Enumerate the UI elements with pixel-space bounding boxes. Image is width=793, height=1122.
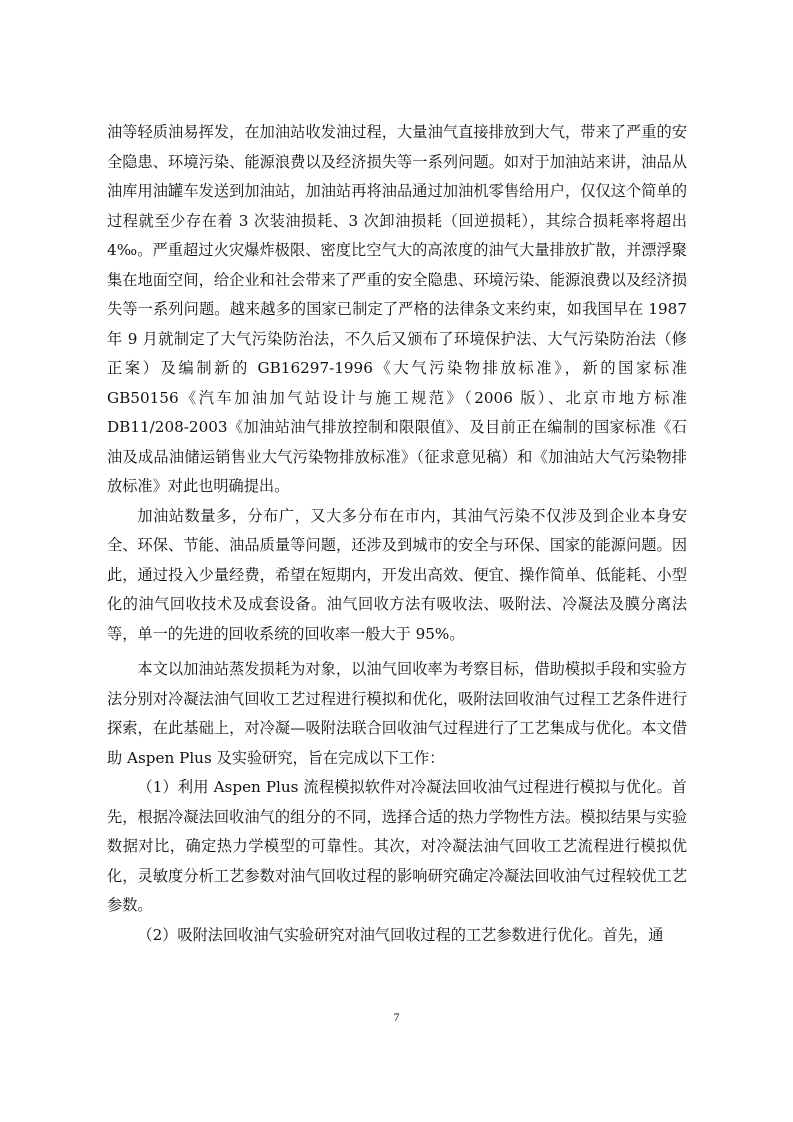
page-number: 7 [393, 1010, 400, 1024]
paragraph: 加油站数量多，分布广，又大多分布在市内，其油气污染不仅涉及到企业本身安全、环保、节能、油品质量等问题，还涉及到城市的安全与环保、国家的能源问题。因此，通过投入少量经费，希望在短期内，开发出高效、便宜、操作简单、低能耗、小型化的油气回收技术及成套设备。油气回收方法有吸收法、吸附法、冷凝法及膜分离法等，单一的先进的回收系统的回收率一般大于 95%。 [107, 506, 687, 643]
paragraph-continued: 油等轻质油易挥发，在加油站收发油过程，大量油气直接排放到大气，带来了严重的安全隐患、环境污染、能源浪费以及经济损失等一系列问题。如对于加油站来讲，油品从油库用油罐车发送到加油站，加油站再将油品通过加油机零售给用户，仅仅这个简单的过程就至少存在着 3 次装油损耗、3 次卸油损耗（回逆损耗），其综合损耗率将超出 4‰。严重超过火灾爆炸极限、密度比空气大的高浓度的油气大量排放扩散，并漂浮聚集在地面空间，给企业和社会带来了严重的安全隐患、环境污染、能源浪费以及经济损失等一系列问题。越来越多的国家已制定了严格的法律条文来约束，如我国早在 1987 年 9 月就制定了大气污染防治法，不久后又颁布了环境保护法、大气污染防治法（修正案）及编制新的 GB16297-1996《大气污染物排放标准》，新的国家标准 GB50156《汽车加油加气站设计与施工规范》（2006 版）、北京市地方标准 DB11/208-2003《加油站油气排放控制和限限值》、及目前正在编制的国家标准《石油及成品油储运销售业大气污染物排放标准》（征求意见稿）和《加油站大气污染物排放标准》对此也明确提出。 [107, 123, 687, 495]
body-text [107, 118, 687, 950]
paragraph: 本文以加油站蒸发损耗为对象，以油气回收率为考察目标，借助模拟手段和实验方法分别对冷凝法油气回收工艺过程进行模拟和优化，吸附法回收油气过程工艺条件进行探索，在此基础上，对冷凝—吸附法联合回收油气过程进行了工艺集成与优化。本文借助 Aspen Plus 及实验研究，旨在完成以下工作： [107, 660, 687, 767]
list-item-2: （2）吸附法回收油气实验研究对油气回收过程的工艺参数进行优化。首先，通 [137, 925, 664, 944]
list-item-1: （1）利用 Aspen Plus 流程模拟软件对冷凝法回收油气过程进行模拟与优化。首先，根据冷凝法回收油气的组分的不同，选择合适的热力学物性方法。模拟结果与实验数据对比，确定热力学模型的可靠性。其次，对冷凝法油气回收工艺流程进行模拟优化，灵敏度分析工艺参数对油气回收过程的影响研究确定冷凝法回收油气过程较优工艺参数。 [107, 778, 687, 914]
